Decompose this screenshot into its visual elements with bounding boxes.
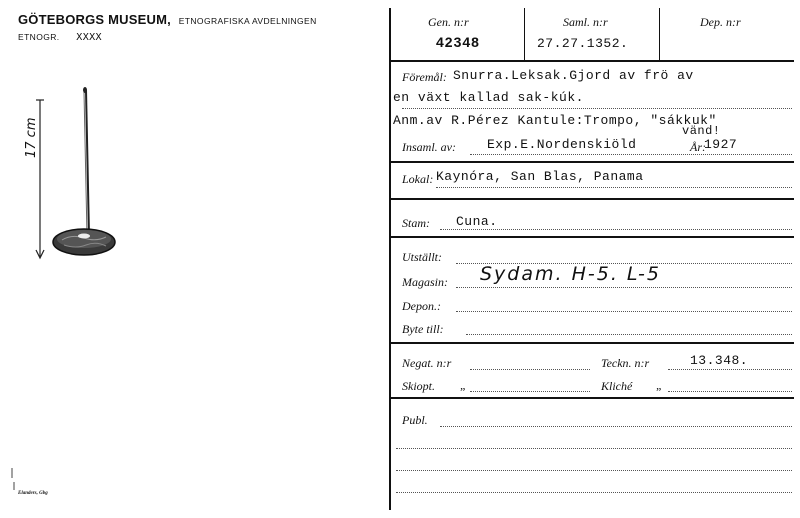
rule-1	[389, 161, 794, 163]
publ-label: Publ.	[402, 413, 428, 427]
rule-5	[389, 397, 794, 399]
ditto-mark-1: „	[460, 378, 467, 392]
section-label: ETNOGR.	[18, 32, 60, 42]
printer-mark: Elanders, Gbg	[18, 491, 48, 496]
negat-label: Negat. n:r	[402, 356, 452, 370]
header-divider-1	[524, 8, 525, 60]
top-drawing	[0, 0, 380, 518]
utstallt-label: Utställt:	[402, 250, 443, 264]
stam-label: Stam:	[402, 216, 430, 230]
depon-label: Depon.:	[402, 299, 441, 313]
card-left-border	[389, 8, 391, 510]
magasin-value: Sydam. H-5. L-5	[480, 263, 661, 285]
skiopt-label: Skiopt.	[402, 379, 435, 393]
stam-value: Cuna.	[456, 214, 498, 229]
saml-value: 27.27.1352.	[537, 36, 629, 51]
header-divider-2	[659, 8, 660, 60]
dep-label: Dep. n:r	[700, 15, 741, 29]
foremal-line-3: Anm.av R.Pérez Kantule:Trompo, "sákkuk"	[393, 113, 717, 128]
gen-value: 42348	[436, 34, 480, 50]
insaml-value: Exp.E.Nordenskiöld	[487, 137, 637, 152]
teckn-value: 13.348.	[690, 353, 749, 368]
magasin-label: Magasin:	[402, 275, 448, 289]
measure-label: 17 cm	[24, 117, 39, 158]
insaml-label: Insaml. av:	[402, 140, 456, 154]
rule-4	[389, 342, 794, 344]
teckn-label: Teckn. n:r	[601, 356, 650, 370]
byte-label: Byte till:	[402, 322, 444, 336]
museum-name: GÖTEBORGS MUSEUM,	[18, 12, 171, 27]
lokal-label: Lokal:	[402, 172, 434, 186]
vand-note: vänd!	[682, 124, 721, 138]
rule-2	[389, 198, 794, 200]
foremal-label: Föremål:	[402, 70, 447, 84]
foremal-line-1: Snurra.Leksak.Gjord av frö av	[453, 68, 694, 83]
ar-value: 1927	[704, 137, 738, 152]
gen-label: Gen. n:r	[428, 15, 469, 29]
rule-header	[389, 60, 794, 62]
kliche-label: Kliché	[601, 379, 633, 393]
saml-label: Saml. n:r	[563, 15, 608, 29]
lokal-value: Kaynóra, San Blas, Panama	[436, 169, 644, 184]
ar-label: År:	[690, 140, 706, 154]
department-name: ETNOGRAFISKA AVDELNINGEN	[178, 16, 317, 26]
struck-text: XXXX	[76, 32, 102, 43]
foremal-line-2: en växt kallad sak-kúk.	[393, 90, 584, 105]
rule-3	[389, 236, 794, 238]
ditto-mark-2: „	[656, 378, 663, 392]
